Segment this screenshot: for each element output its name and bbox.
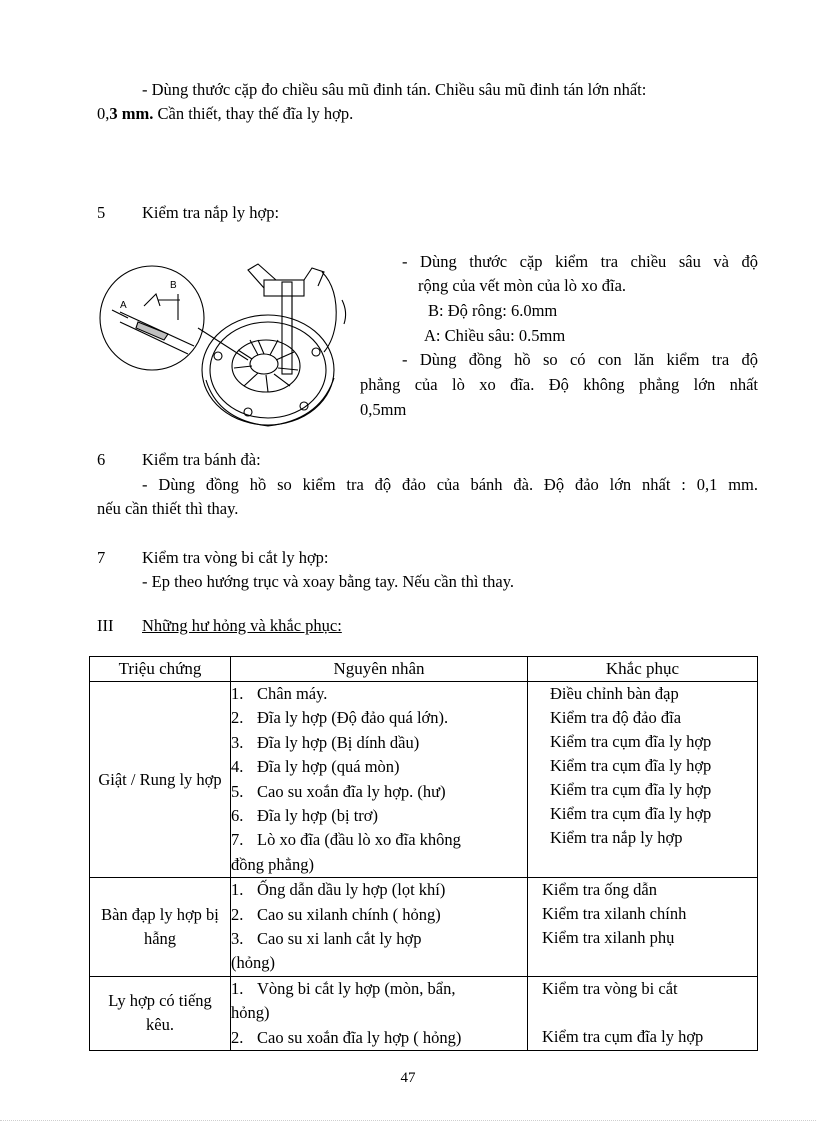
list-item: hỏng) <box>231 1003 270 1023</box>
list-item: 6. Đĩa ly hợp (bị trơ) <box>231 806 379 826</box>
rivet-depth-value: 3 mm. <box>109 104 154 123</box>
page-number: 47 <box>400 1070 416 1086</box>
fix-item: Kiểm tra xilanh chính <box>542 904 687 924</box>
symptom-cell: Ly hợp có tiếng kêu. <box>90 976 231 1050</box>
section-5-flatness-spec: 0,5mm <box>360 400 407 419</box>
section-6-title: Kiểm tra bánh đà: <box>142 450 261 469</box>
list-item: 1. Ống dẫn dầu ly hợp (lọt khí) <box>231 880 446 900</box>
fix-cell <box>528 976 758 1050</box>
section-5-width-spec: B: Độ rông: 6.0mm <box>428 301 558 320</box>
header-fix: Khắc phục <box>528 657 758 682</box>
cause-cell <box>231 976 528 1050</box>
paragraph-rivet-depth-line1: - Dùng thước cặp đo chiều sâu mũ đinh tán. Chiều sâu mũ đinh tán lớn nhất: <box>142 80 647 99</box>
cause-cell <box>231 878 528 977</box>
figure-label-b: B <box>170 280 177 291</box>
section-5-line2: rộng của vết mòn của lò xo đĩa. <box>418 276 627 295</box>
section-7-title: Kiểm tra vòng bi cắt ly hợp: <box>142 548 329 567</box>
list-item: 1. Chân máy. <box>231 684 328 703</box>
fix-cell <box>528 878 758 977</box>
paragraph-rivet-depth-line2 <box>97 102 353 126</box>
section-5-number: 5 <box>97 203 106 222</box>
list-item: 3. Cao su xi lanh cắt ly hợp <box>231 929 422 949</box>
section-iii-title: Những hư hỏng và khắc phục: <box>142 616 342 635</box>
page-bottom-rule <box>0 1120 816 1121</box>
list-item: 2. Cao su xoắn đĩa ly hợp ( hỏng) <box>231 1027 462 1047</box>
section-7-line1: - Ep theo hướng trục và xoay bằng tay. Nếu cần thì thay. <box>142 572 514 591</box>
list-item: 2. Đĩa ly hợp (Độ đảo quá lớn). <box>231 708 449 728</box>
clutch-cover-figure <box>98 260 350 432</box>
table-row <box>90 976 758 1050</box>
section-5-line5: - Dùng đồng hồ so có con lăn kiểm tra độ <box>402 350 758 369</box>
list-item: 5. Cao su xoắn đĩa ly hợp. (hư) <box>231 781 446 801</box>
section-6-line1: - Dùng đồng hồ so kiểm tra độ đảo của bánh đà. Độ đảo lớn nhất : 0,1 mm. <box>142 475 758 494</box>
section-6-number: 6 <box>97 450 106 469</box>
section-5-line1: - Dùng thước cặp kiểm tra chiều sâu và độ <box>402 252 758 271</box>
fix-cell <box>528 682 758 878</box>
fix-item: Kiểm tra cụm đĩa ly hợp <box>550 756 712 775</box>
symptom-cell: Bàn đạp ly hợp bị hẫng <box>90 878 231 977</box>
table-header-row <box>90 657 758 682</box>
table-row <box>90 682 758 878</box>
clutch-cover-illustration <box>98 260 350 432</box>
symptom-cell: Giật / Rung ly hợp <box>90 682 231 878</box>
fix-item: Kiểm tra độ đảo đĩa <box>550 708 682 727</box>
header-cause: Nguyên nhân <box>231 657 528 682</box>
fix-item: Kiểm tra cụm đĩa ly hợp <box>550 780 712 799</box>
fix-item: Kiểm tra cụm đĩa ly hợp <box>542 1026 704 1046</box>
faults-table <box>89 656 758 1051</box>
list-item: 7. Lò xo đĩa (đầu lò xo đĩa không <box>231 830 461 850</box>
section-iii-number: III <box>97 616 114 635</box>
section-5-line6: phẳng của lò xo đĩa. Độ không phẳng lớn nhất <box>360 375 758 394</box>
fix-item: Kiểm tra cụm đĩa ly hợp <box>550 732 712 751</box>
fix-item: Kiểm tra ống dẫn <box>542 880 658 900</box>
list-item: 1. Vòng bi cắt ly hợp (mòn, bẩn, <box>231 978 456 998</box>
fix-item <box>542 1001 757 1025</box>
fix-item: Kiểm tra vòng bi cắt <box>542 978 678 998</box>
header-symptom: Triệu chứng <box>90 657 231 682</box>
fix-item: Kiểm tra cụm đĩa ly hợp <box>550 804 712 823</box>
list-item: đồng phẳng) <box>231 854 314 874</box>
figure-label-a: A <box>120 300 127 311</box>
list-item: 4. Đĩa ly hợp (quá mòn) <box>231 757 400 777</box>
cause-list <box>231 878 527 976</box>
rivet-depth-rest: Cần thiết, thay thế đĩa ly hợp. <box>153 104 354 123</box>
cause-cell <box>231 682 528 878</box>
cause-list <box>231 682 527 877</box>
section-7-number: 7 <box>97 548 106 567</box>
section-6-line2: nếu cần thiết thì thay. <box>97 499 239 518</box>
table-row <box>90 878 758 977</box>
list-item: (hỏng) <box>231 953 275 973</box>
section-5-depth-spec: A: Chiều sâu: 0.5mm <box>424 326 566 345</box>
list-item: 2. Cao su xilanh chính ( hỏng) <box>231 904 441 924</box>
fix-item: Kiểm tra nắp ly hợp <box>550 828 683 847</box>
list-item: 3. Đĩa ly hợp (Bị dính dầu) <box>231 732 420 752</box>
fix-item: Điều chỉnh bàn đạp <box>550 684 679 703</box>
rivet-depth-prefix: 0, <box>97 104 110 123</box>
section-5-title: Kiểm tra nắp ly hợp: <box>142 203 280 222</box>
fix-item: Kiểm tra xilanh phụ <box>542 928 675 948</box>
cause-list <box>231 977 527 1050</box>
